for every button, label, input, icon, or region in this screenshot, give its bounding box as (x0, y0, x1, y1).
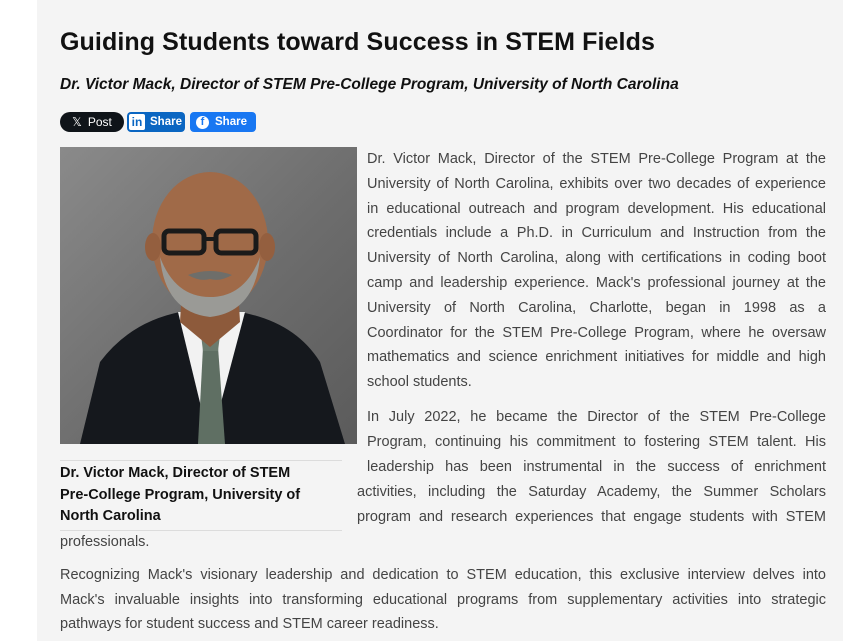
paragraph-2-continued (357, 480, 826, 530)
photo-caption (60, 460, 342, 531)
text-line: pathways for student success and STEM career readiness. (60, 616, 439, 632)
text-line: in educational outreach and program development. His educational (367, 200, 826, 217)
caption-line: Dr. Victor Mack, Director of STEM (60, 465, 291, 481)
caption-line: Pre-College Program, University of (60, 486, 301, 503)
x-post-button[interactable] (60, 112, 124, 132)
article-title: Guiding Students toward Success in STEM Fields (60, 28, 655, 56)
text-line: professionals. (60, 534, 150, 550)
paragraph-2 (367, 405, 826, 479)
text-line: mathematics and science enrichment initiatives for middle and high (367, 349, 826, 366)
text-line: program and research experiences that engage students with STEM (357, 508, 826, 525)
text-line: Recognizing Mack's visionary leadership and dedication to STEM education, this exclusive interview delves into (60, 567, 826, 583)
text-line: University of North Carolina, exhibits over two decades of experience (367, 175, 826, 192)
text-line: University of North Carolina, along with certifications in coding boot (367, 250, 826, 267)
facebook-share-label: Share (215, 116, 247, 128)
portrait-photo (60, 147, 357, 444)
linkedin-logo-icon: in (129, 114, 145, 130)
caption-line: North Carolina (60, 508, 161, 524)
text-line: activities, including the Saturday Academy, the Summer Scholars (357, 484, 826, 500)
portrait-illustration (60, 147, 357, 444)
text-line: Program, continuing his commitment to fostering STEM talent. His (367, 433, 826, 450)
facebook-share-button[interactable] (190, 112, 256, 132)
text-line: Mack's invaluable insights into transforming educational programs from supplementary activities into strategic (60, 591, 826, 608)
text-line: Coordinator for the STEM Pre-College Program, where he oversaw (367, 324, 826, 341)
text-line: school students. (367, 374, 472, 391)
linkedin-share-label: Share (150, 116, 182, 128)
article-subtitle: Dr. Victor Mack, Director of STEM Pre-College Program, University of North Carolina (60, 76, 679, 93)
x-post-label: Post (87, 115, 112, 129)
text-line: Dr. Victor Mack, Director of the STEM Pre-College Program at the (367, 151, 826, 167)
linkedin-share-button[interactable] (127, 112, 185, 132)
paragraph-2-end (60, 530, 826, 555)
paragraph-1 (367, 147, 826, 395)
text-line: University of North Carolina, Charlotte, began in 1998 as a (367, 299, 826, 316)
text-line: camp and leadership experience. Mack's professional journey at the (367, 274, 826, 291)
paragraph-3 (60, 563, 826, 637)
facebook-logo-icon: f (196, 116, 209, 129)
text-line: In July 2022, he became the Director of the STEM Pre-College (367, 409, 826, 425)
text-line: leadership has been instrumental in the success of enrichment (367, 458, 826, 475)
text-line: credentials include a Ph.D. in Curriculum and Instruction from the (367, 225, 826, 242)
x-logo-icon: 𝕏 (72, 115, 82, 129)
